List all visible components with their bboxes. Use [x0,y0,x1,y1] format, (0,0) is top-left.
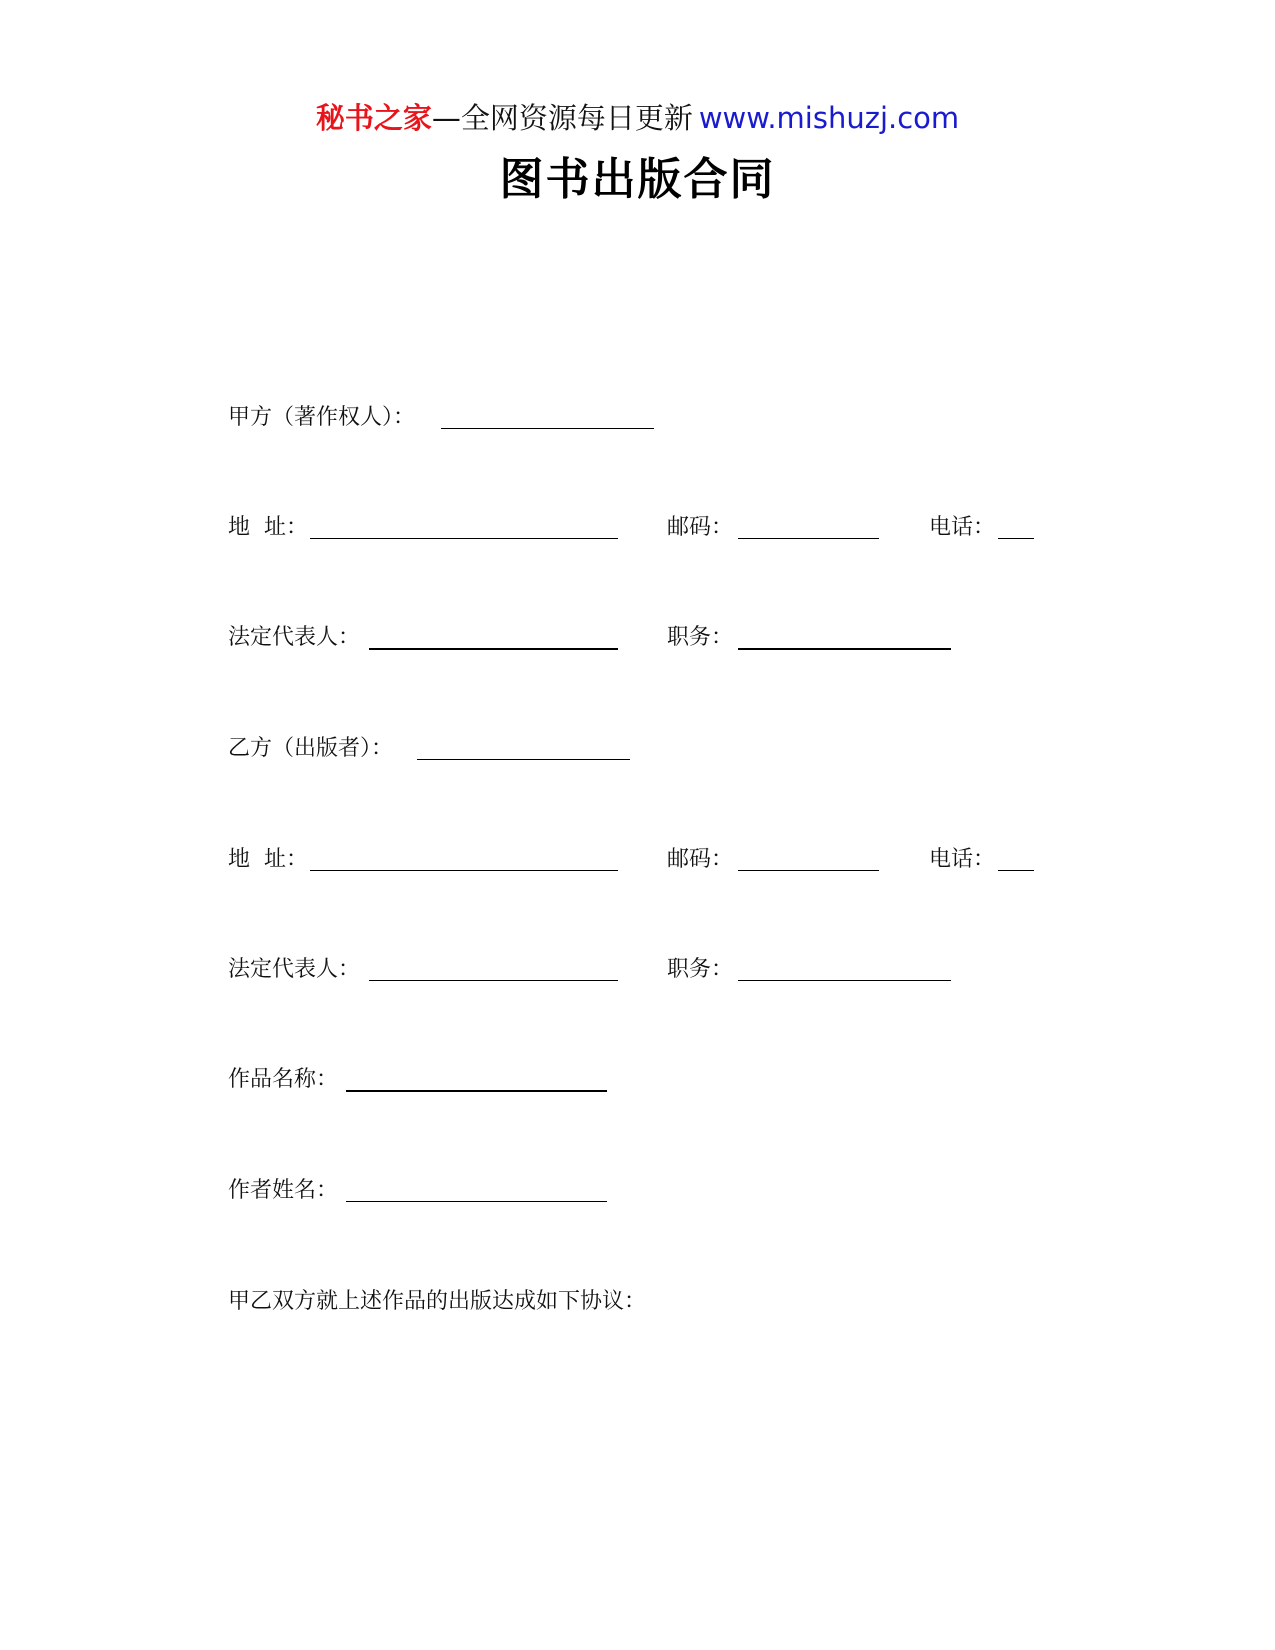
site-brand: 秘书之家 [315,101,432,135]
party-b-phone-label: 电话： [929,847,996,872]
party-b-rep-field[interactable] [369,980,618,981]
party-b-rep-label: 法定代表人： [228,957,361,982]
party-b-phone-field[interactable] [998,870,1034,871]
work-title-field[interactable] [346,1090,607,1092]
party-b-address-label: 地 址： [228,847,308,872]
party-a-postcode-field[interactable] [738,538,879,539]
site-header [0,98,1275,138]
site-url-link[interactable]: www.mishuzj.com [698,101,960,135]
party-b-position-field[interactable] [738,980,951,981]
party-a-name-field[interactable] [441,428,654,429]
party-b-position-label: 职务： [667,957,734,982]
party-b-name-field[interactable] [417,759,630,760]
party-b-label: 乙方（出版者）： [228,736,394,761]
work-title-label: 作品名称： [228,1067,339,1092]
agreement-intro: 甲乙双方就上述作品的出版达成如下协议： [228,1289,647,1314]
party-a-postcode-label: 邮码： [667,515,734,540]
party-a-phone-label: 电话： [929,515,996,540]
party-a-address-label: 地 址： [228,515,308,540]
party-a-phone-field[interactable] [998,538,1034,539]
party-b-postcode-label: 邮码： [667,847,734,872]
party-b-address-field[interactable] [310,870,618,871]
site-slogan: —全网资源每日更新 [431,101,693,135]
party-a-rep-field[interactable] [369,648,618,650]
party-a-rep-label: 法定代表人： [228,625,361,650]
author-name-label: 作者姓名： [228,1178,339,1203]
party-a-position-field[interactable] [738,648,951,650]
author-name-field[interactable] [346,1201,607,1202]
party-b-postcode-field[interactable] [738,870,879,871]
document-title: 图书出版合同 [499,154,776,205]
party-a-position-label: 职务： [667,625,734,650]
party-a-address-field[interactable] [310,538,618,539]
party-a-label: 甲方（著作权人）： [228,405,416,430]
